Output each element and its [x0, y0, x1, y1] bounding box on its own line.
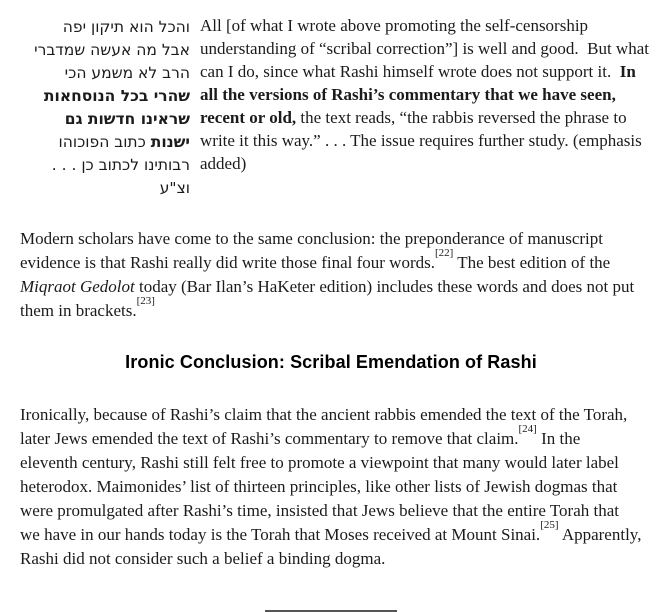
hebrew-quote-line: וצ"ע	[159, 179, 190, 197]
section-heading: Ironic Conclusion: Scribal Emendation of Rashi	[125, 352, 537, 372]
english-quote-text: All [of what I wrote above promoting the self-censorship understanding of “scribal correction”] is well and good. But what can I do, since what Rashi himself wrote does not support it.	[200, 16, 649, 81]
hebrew-bold-word: ישנות	[150, 133, 190, 151]
hebrew-quote-column	[20, 14, 190, 200]
hebrew-quote-line-bold: שהרי בכל הנוסחאות	[43, 87, 190, 105]
footnote-ref-24[interactable]: [24]	[518, 423, 537, 436]
paragraph-text: Ironically, because of Rashi’s claim that the ancient rabbis emended the text of the Torah, later Jews emended the text of Rashi’s commentary to remove that claim.	[20, 405, 628, 448]
paragraph-text: In the eleventh century, Rashi still felt free to promote a viewpoint that many would later label heterodox. Maimonides’ list of thirteen principles, like other lists of Jewish dogmas that were promulgated after Rashi’s time, insisted that Jews believe that the entire Torah that we have in our hands today is the Torah that Moses received at Mount Sinai.	[20, 429, 619, 544]
hebrew-quote-line: הרב לא משמע הכי	[64, 64, 190, 82]
paragraph-text: The best edition of the	[453, 253, 611, 272]
hebrew-quote-line: רבותינו לכתוב כן . . .	[51, 156, 190, 174]
paragraph-text: Modern scholars have come to the same conclusion: the preponderance of manuscript evidence is that Rashi really did write those final four words.	[20, 229, 603, 272]
footnote-ref-23[interactable]: [23]	[136, 295, 155, 308]
hebrew-quote-line: והכל הוא תיקון יפה	[62, 18, 190, 36]
hebrew-quote-line-bold: שראינו חדשות גם	[64, 110, 190, 128]
hebrew-quote-line	[20, 131, 190, 154]
hebrew-quote-line: אבל מה אעשה שמדברי	[34, 41, 190, 59]
footnote-ref-25[interactable]: [25]	[540, 519, 559, 532]
paragraph-text: today (Bar Ilan’s HaKeter edition) includes these words and does not put them in brackets.	[20, 277, 635, 320]
paragraph-text: Apparently, Rashi did not consider such a belief a binding dogma.	[20, 525, 642, 568]
english-quote-text: the text reads, “the rabbis reversed the phrase to write it this way.” . . . The issue requires further study. (emphasis added)	[200, 108, 642, 173]
paragraph-modern-scholars	[20, 227, 642, 323]
quote-block	[20, 14, 649, 200]
hebrew-regular-text: כתוב הפוכוהו	[58, 133, 151, 151]
book-title-italic: Miqraot Gedolot	[20, 277, 135, 296]
footnote-ref-22[interactable]: [22]	[434, 247, 454, 260]
english-quote-bold-emphasis: In all the versions of Rashi’s commentary that we have seen, recent or old,	[200, 62, 636, 127]
english-quote-column	[200, 14, 652, 175]
paragraph-ironic-conclusion	[20, 403, 642, 571]
